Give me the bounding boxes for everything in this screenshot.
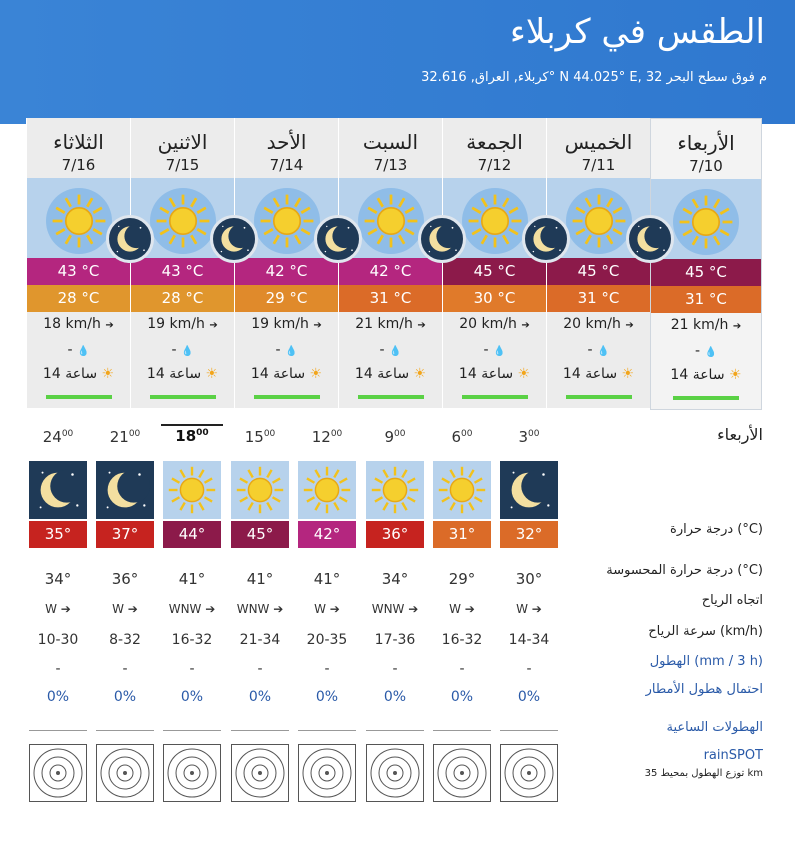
hour-feels: 29° bbox=[448, 570, 476, 588]
sun-icon bbox=[231, 461, 289, 519]
hour-feels: 36° bbox=[111, 570, 139, 588]
hour-label: $9^{00}$ bbox=[384, 428, 406, 446]
hour-dir: W ➔ bbox=[112, 602, 138, 616]
hour-precip: - bbox=[324, 661, 330, 677]
hour-label: $18^{00}$ bbox=[161, 424, 223, 445]
wind-speed: 19 km/h ➔ bbox=[251, 316, 322, 332]
min-temp: 28 °C bbox=[27, 285, 130, 312]
hour-label: $6^{00}$ bbox=[451, 428, 473, 446]
hour-feels: 41° bbox=[313, 570, 341, 588]
rainspot-icon bbox=[231, 744, 289, 802]
hour-prob: 0% bbox=[450, 689, 474, 705]
max-temp: 43 °C bbox=[131, 258, 234, 285]
max-temp: 45 °C bbox=[547, 258, 650, 285]
sun-icon bbox=[46, 188, 112, 254]
sun-small-icon: ☀ bbox=[309, 366, 323, 382]
label-rainspot: rainSPOT bbox=[703, 748, 763, 763]
wind-arrow-icon: ➔ bbox=[209, 320, 218, 331]
wind-arrow-icon: ➔ bbox=[313, 320, 322, 331]
moon-icon bbox=[106, 215, 154, 263]
hour-dir: W ➔ bbox=[314, 602, 340, 616]
min-temp: 28 °C bbox=[131, 285, 234, 312]
day-column[interactable] bbox=[234, 118, 338, 408]
day-name: الثلاثاء bbox=[53, 130, 104, 154]
raindrop-icon: 💧 bbox=[704, 347, 717, 358]
wind-arrow-icon: ➔ bbox=[417, 320, 426, 331]
moon-icon bbox=[418, 215, 466, 263]
hour-dir: W ➔ bbox=[516, 602, 542, 616]
day-column[interactable] bbox=[546, 118, 650, 408]
day-date: 7/12 bbox=[477, 156, 512, 174]
sunshine-hours: 14 ساعة ☀ bbox=[42, 366, 115, 382]
hour-temp: 32° bbox=[500, 521, 558, 548]
hourly-precip-line bbox=[163, 730, 221, 731]
hour-dir: W ➔ bbox=[449, 602, 475, 616]
hour-speed: 20-35 bbox=[306, 632, 348, 648]
day-name: الأحد bbox=[266, 130, 307, 154]
moon-icon bbox=[96, 461, 154, 519]
hour-precip: - bbox=[189, 661, 195, 677]
hour-feels: 34° bbox=[381, 570, 409, 588]
wind-speed: 21 km/h ➔ bbox=[355, 316, 426, 332]
hour-prob: 0% bbox=[46, 689, 70, 705]
hourly-precip-line bbox=[433, 730, 491, 731]
label-rainspot-sub: توزع الهطول بمحيط 35 km bbox=[644, 768, 763, 779]
hour-prob: 0% bbox=[315, 689, 339, 705]
day-date: 7/16 bbox=[61, 156, 96, 174]
wind-speed: 20 km/h ➔ bbox=[563, 316, 634, 332]
day-date: 7/15 bbox=[165, 156, 200, 174]
hour-temp: 42° bbox=[298, 521, 356, 548]
rainspot-icon bbox=[96, 744, 154, 802]
raindrop-icon: 💧 bbox=[285, 346, 298, 357]
day-date: 7/10 bbox=[689, 157, 723, 175]
hour-dir: WNW ➔ bbox=[236, 602, 284, 616]
min-temp: 31 °C bbox=[339, 285, 442, 312]
sun-small-icon: ☀ bbox=[101, 366, 115, 382]
min-temp: 31 °C bbox=[547, 285, 650, 312]
precipitation: - 💧 bbox=[695, 343, 717, 359]
sun-icon bbox=[462, 188, 528, 254]
moon-icon bbox=[29, 461, 87, 519]
hour-speed: 17-36 bbox=[374, 632, 416, 648]
max-temp: 42 °C bbox=[235, 258, 338, 285]
hour-precip: - bbox=[257, 661, 263, 677]
sunshine-bar bbox=[462, 395, 528, 399]
hour-prob: 0% bbox=[113, 689, 137, 705]
sunshine-bar bbox=[673, 396, 739, 400]
sunshine-hours: 14 ساعة ☀ bbox=[670, 367, 742, 383]
rainspot-icon bbox=[500, 744, 558, 802]
wind-arrow-icon: ➔ bbox=[521, 320, 530, 331]
location-subtitle: كربلاء, العراق, 32.616° N 44.025° E, 32 م فوق سطح البحر bbox=[421, 70, 767, 85]
max-temp: 42 °C bbox=[339, 258, 442, 285]
day-date: 7/11 bbox=[581, 156, 616, 174]
sun-small-icon: ☀ bbox=[205, 366, 219, 382]
hourly-precip-line bbox=[231, 730, 289, 731]
hour-precip: - bbox=[392, 661, 398, 677]
sun-small-icon: ☀ bbox=[413, 366, 427, 382]
hour-dir: W ➔ bbox=[45, 602, 71, 616]
hour-dir: WNW ➔ bbox=[371, 602, 419, 616]
label-feels: درجة حرارة المحسوسة (°C) bbox=[606, 563, 763, 578]
sunshine-hours: 14 ساعة ☀ bbox=[458, 366, 531, 382]
day-column[interactable] bbox=[338, 118, 442, 408]
sunshine-hours: 14 ساعة ☀ bbox=[354, 366, 427, 382]
sun-icon bbox=[298, 461, 356, 519]
hour-precip: - bbox=[122, 661, 128, 677]
hour-speed: 16-32 bbox=[441, 632, 483, 648]
hour-label: $12^{00}$ bbox=[311, 428, 343, 446]
hour-speed: 8-32 bbox=[109, 632, 141, 648]
moon-icon bbox=[522, 215, 570, 263]
sun-small-icon: ☀ bbox=[517, 366, 531, 382]
sunshine-bar bbox=[254, 395, 320, 399]
moon-icon bbox=[210, 215, 258, 263]
day-column[interactable] bbox=[26, 118, 130, 408]
day-name: الأربعاء bbox=[677, 131, 735, 155]
hour-feels: 41° bbox=[246, 570, 274, 588]
hour-feels: 41° bbox=[178, 570, 206, 588]
day-name: الجمعة bbox=[466, 130, 523, 154]
hourly-precip-line bbox=[96, 730, 154, 731]
max-temp: 43 °C bbox=[27, 258, 130, 285]
hourly-precip-line bbox=[500, 730, 558, 731]
hour-label: $3^{00}$ bbox=[518, 428, 540, 446]
day-column[interactable] bbox=[442, 118, 546, 408]
day-name: الاثنين bbox=[157, 130, 208, 154]
hourly-precip-line bbox=[298, 730, 356, 731]
label-precip: الهطول (mm / 3 h) bbox=[649, 654, 763, 669]
raindrop-icon: 💧 bbox=[597, 346, 610, 357]
label-prob: احتمال هطول الأمطار bbox=[645, 682, 763, 697]
hour-temp: 44° bbox=[163, 521, 221, 548]
hour-feels: 30° bbox=[515, 570, 543, 588]
rainspot-icon bbox=[433, 744, 491, 802]
hour-prob: 0% bbox=[248, 689, 272, 705]
sun-icon bbox=[566, 188, 632, 254]
hour-speed: 14-34 bbox=[508, 632, 550, 648]
day-date: 7/14 bbox=[269, 156, 304, 174]
sunshine-bar bbox=[358, 395, 424, 399]
hour-prob: 0% bbox=[383, 689, 407, 705]
sunshine-bar bbox=[150, 395, 216, 399]
hour-dir: WNW ➔ bbox=[168, 602, 216, 616]
precipitation: - 💧 bbox=[275, 342, 298, 358]
raindrop-icon: 💧 bbox=[77, 346, 90, 357]
wind-arrow-icon: ➔ bbox=[732, 321, 742, 332]
sun-small-icon: ☀ bbox=[729, 367, 742, 383]
label-hourly_precip: الهطولات الساعية bbox=[666, 720, 763, 735]
precipitation: - 💧 bbox=[67, 342, 90, 358]
sun-icon bbox=[366, 461, 424, 519]
hour-temp: 37° bbox=[96, 521, 154, 548]
label-dir: اتجاه الرياح bbox=[701, 593, 763, 608]
hour-speed: 10-30 bbox=[37, 632, 79, 648]
hour-precip: - bbox=[459, 661, 465, 677]
sunshine-hours: 14 ساعة ☀ bbox=[146, 366, 219, 382]
day-name: السبت bbox=[362, 130, 419, 154]
day-date: 7/13 bbox=[373, 156, 408, 174]
hour-speed: 21-34 bbox=[239, 632, 281, 648]
hour-temp: 35° bbox=[29, 521, 87, 548]
max-temp: 45 °C bbox=[651, 259, 761, 286]
daily-forecast bbox=[26, 118, 768, 408]
hourly-precip-line bbox=[29, 730, 87, 731]
hour-temp: 31° bbox=[433, 521, 491, 548]
hour-prob: 0% bbox=[180, 689, 204, 705]
label-temp: درجة حرارة (°C) bbox=[670, 522, 763, 537]
day-column[interactable] bbox=[130, 118, 234, 408]
hourly-precip-line bbox=[366, 730, 424, 731]
wind-arrow-icon: ➔ bbox=[105, 320, 114, 331]
raindrop-icon: 💧 bbox=[389, 346, 402, 357]
page-header bbox=[0, 0, 795, 124]
sunshine-hours: 14 ساعة ☀ bbox=[562, 366, 635, 382]
sunshine-bar bbox=[46, 395, 112, 399]
min-temp: 29 °C bbox=[235, 285, 338, 312]
hour-label: $24^{00}$ bbox=[42, 428, 74, 446]
sun-icon bbox=[358, 188, 424, 254]
sun-icon bbox=[254, 188, 320, 254]
precipitation: - 💧 bbox=[483, 342, 506, 358]
max-temp: 45 °C bbox=[443, 258, 546, 285]
moon-icon bbox=[314, 215, 362, 263]
sun-icon bbox=[433, 461, 491, 519]
wind-arrow-icon: ➔ bbox=[625, 320, 634, 331]
hour-temp: 36° bbox=[366, 521, 424, 548]
hour-label: $21^{00}$ bbox=[109, 428, 141, 446]
wind-speed: 21 km/h ➔ bbox=[670, 317, 742, 333]
wind-speed: 19 km/h ➔ bbox=[147, 316, 218, 332]
day-column[interactable] bbox=[650, 118, 762, 410]
raindrop-icon: 💧 bbox=[493, 346, 506, 357]
rainspot-icon bbox=[29, 744, 87, 802]
wind-speed: 18 km/h ➔ bbox=[43, 316, 114, 332]
min-temp: 31 °C bbox=[651, 286, 761, 313]
hour-precip: - bbox=[55, 661, 61, 677]
sun-icon bbox=[150, 188, 216, 254]
hour-label: $15^{00}$ bbox=[244, 428, 276, 446]
moon-icon bbox=[500, 461, 558, 519]
hour-feels: 34° bbox=[44, 570, 72, 588]
moon-icon bbox=[626, 215, 674, 263]
sun-icon bbox=[673, 189, 739, 255]
day-name: الخميس bbox=[564, 130, 633, 154]
precipitation: - 💧 bbox=[587, 342, 610, 358]
hour-temp: 45° bbox=[231, 521, 289, 548]
sun-icon bbox=[163, 461, 221, 519]
label-speed: سرعة الرياح (km/h) bbox=[648, 624, 763, 639]
page-title: الطقس في كربلاء bbox=[509, 12, 765, 52]
hourly-day-label: الأربعاء bbox=[717, 425, 763, 444]
hour-prob: 0% bbox=[517, 689, 541, 705]
hour-speed: 16-32 bbox=[171, 632, 213, 648]
precipitation: - 💧 bbox=[379, 342, 402, 358]
wind-speed: 20 km/h ➔ bbox=[459, 316, 530, 332]
rainspot-icon bbox=[163, 744, 221, 802]
raindrop-icon: 💧 bbox=[181, 346, 194, 357]
precipitation: - 💧 bbox=[171, 342, 194, 358]
sunshine-bar bbox=[566, 395, 632, 399]
min-temp: 30 °C bbox=[443, 285, 546, 312]
hour-precip: - bbox=[526, 661, 532, 677]
sun-small-icon: ☀ bbox=[621, 366, 635, 382]
sunshine-hours: 14 ساعة ☀ bbox=[250, 366, 323, 382]
rainspot-icon bbox=[366, 744, 424, 802]
rainspot-icon bbox=[298, 744, 356, 802]
